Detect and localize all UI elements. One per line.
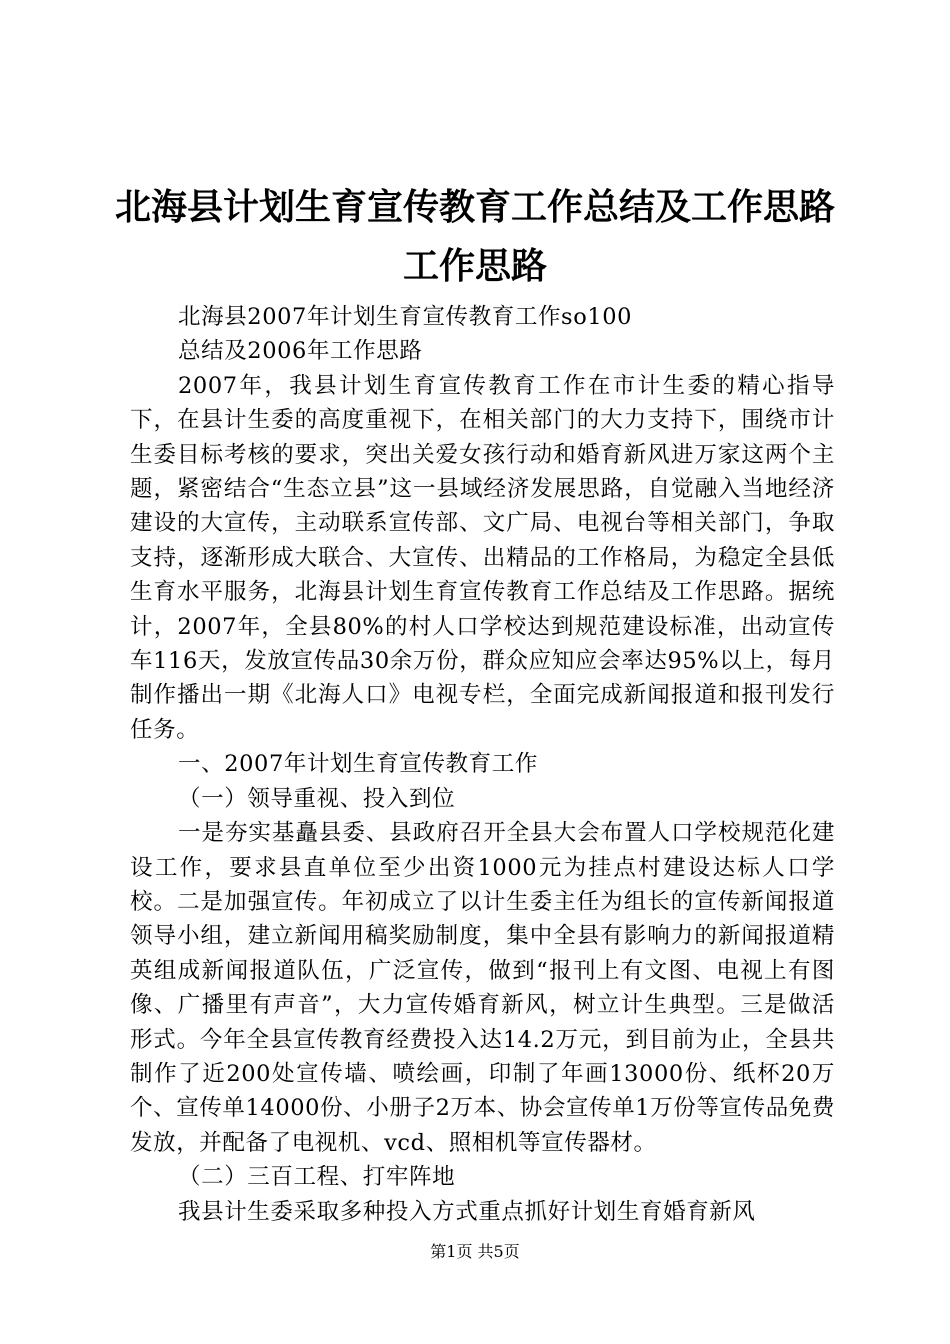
document-body [130, 300, 835, 1229]
subtitle-line2: 总结及2006年工作思路 [178, 338, 423, 365]
document-title-line2: 工作思路 [402, 246, 547, 287]
subtitle-line1: 北海县2007年计划生育宣传教育工作so100 [178, 304, 633, 330]
section-heading-1: 一、2007年计划生育宣传教育工作 [178, 751, 538, 778]
paragraph-project: 我县计生委采取多种投入方式重点抓好计划生育婚育新风 [178, 1198, 756, 1225]
document-title-line1: 北海县计划生育宣传教育工作总结及工作思路 [114, 187, 835, 228]
paragraph-intro: 2007年，我县计划生育宣传教育工作在市计生委的精心指导下，在县计生委的高度重视下，在相关部门的大力支持下，围绕市计生委目标考核的要求，突出关爱女孩行动和婚育新风进万家这两个主题，紧密结合“生态立县”这一县域经济发展思路，自觉融入当地经济建设的大宣传，主动联系宣传部、文广局、电视台等相关部门，争取支持，逐渐形成大联合、大宣传、出精品的工作格局，为稳定全县低生育水平服务，北海县计划生育宣传教育工作总结及工作思路。据统计，2007年，全县80%的村人口学校达到规范建设标准，出动宣传车116天，发放宣传品30余万份，群众应知应会率达95%以上，每月制作播出一期《北海人口》电视专栏，全面完成新闻报道和报刊发行任务。 [130, 372, 835, 743]
subsection-heading-1: （一）领导重视、投入到位 [178, 785, 456, 812]
subsection-heading-2: （二）三百工程、打牢阵地 [178, 1164, 456, 1191]
page-indicator: 第1页 共5页 [430, 1242, 520, 1261]
paragraph-leadership: 一是夯实基矗县委、县政府召开全县大会布置人口学校规范化建设工作，要求县直单位至少出资1000元为挂点村建设达标人口学校。二是加强宣传。年初成立了以计生委主任为组长的宣传新闻报道领导小组，建立新闻用稿奖励制度，集中全县有影响力的新闻报道精英组成新闻报道队伍，广泛宣传，做到“报刊上有文图、电视上有图像、广播里有声音”，大力宣传婚育新风，树立计生典型。三是做活形式。今年全县宣传教育经费投入达14.2万元，到目前为止，全县共制作了近200处宣传墙、喷绘画，印制了年画13000份、纸杯20万个、宣传单14000份、小册子2万本、协会宣传单1万份等宣传品免费发放，并配备了电视机、vcd、照相机等宣传器材。 [130, 820, 836, 1156]
